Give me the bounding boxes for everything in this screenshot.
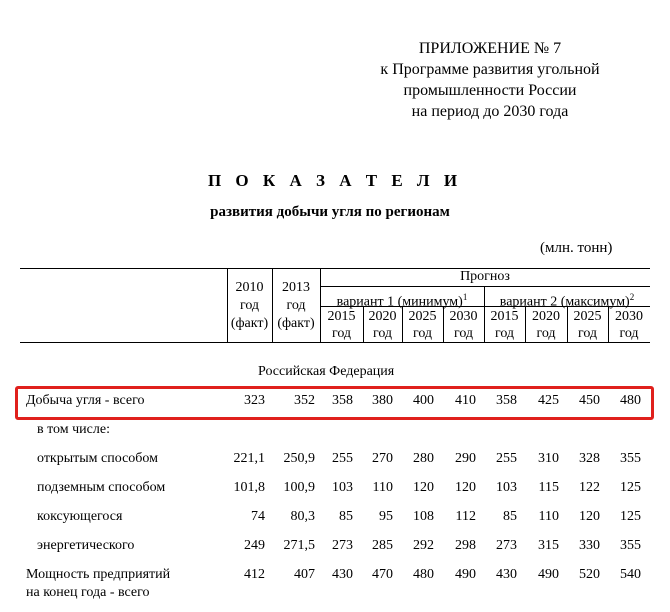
- table-cell: 470: [372, 567, 393, 582]
- document-subtitle: развития добычи угля по регионам: [210, 204, 450, 220]
- header-variant-2: вариант 2 (максимум)$^2$: [499, 292, 635, 310]
- table-cell: 290: [455, 451, 476, 466]
- table-cell: 355: [620, 538, 641, 553]
- table-cell: 358: [332, 393, 353, 408]
- table-cell: 355: [620, 451, 641, 466]
- table-cell: 249: [244, 538, 265, 553]
- table-cell: 480: [620, 393, 641, 408]
- table-cell: 255: [332, 451, 353, 466]
- header-forecast: Прогноз: [460, 269, 510, 284]
- appendix-line-1: ПРИЛОЖЕНИЕ № 7: [418, 40, 562, 57]
- table-cell: 120: [579, 509, 600, 524]
- appendix-line-3: промышленности России: [403, 82, 577, 99]
- row-label-including: в том числе:: [37, 422, 110, 437]
- row-label-capacity-1: Мощность предприятий: [26, 567, 171, 582]
- table-cell: 108: [413, 509, 434, 524]
- table-cell: 95: [379, 509, 393, 524]
- table-cell: 125: [620, 509, 641, 524]
- header-2010-god: год: [239, 298, 260, 313]
- appendix-line-4: на период до 2030 года: [411, 103, 569, 120]
- table-cell: 310: [538, 451, 559, 466]
- header-2010-year: 2010: [235, 280, 264, 295]
- header-2013-god: год: [286, 298, 306, 313]
- header-year: 2025: [573, 309, 602, 324]
- table-cell: 255: [496, 451, 517, 466]
- row-label-underground: подземным способом: [37, 480, 166, 495]
- table-cell: 410: [455, 393, 476, 408]
- table-cell: 273: [496, 538, 517, 553]
- header-year: 2030: [449, 309, 478, 324]
- header-2010-fact: (факт): [230, 316, 269, 331]
- table-cell: 103: [332, 480, 353, 495]
- table-cell: 412: [244, 567, 265, 582]
- header-year-god: год: [453, 326, 474, 341]
- row-label-capacity-2: на конец года - всего: [26, 585, 150, 600]
- table-cell: 323: [244, 393, 265, 408]
- row-label-energy: энергетического: [37, 538, 135, 553]
- header-2013-fact: (факт): [277, 316, 315, 331]
- table-cell: 125: [620, 480, 641, 495]
- table-cell: 450: [579, 393, 600, 408]
- table-cell: 74: [251, 509, 265, 524]
- table-cell: 298: [455, 538, 476, 553]
- table-cell: 315: [538, 538, 559, 553]
- table-cell: 285: [372, 538, 393, 553]
- header-year-god: год: [494, 326, 515, 341]
- row-label-total: Добыча угля - всего: [26, 393, 145, 408]
- table-cell: 328: [579, 451, 600, 466]
- table-cell: 270: [372, 451, 393, 466]
- table-cell: 520: [579, 567, 600, 582]
- header-year-god: год: [372, 326, 393, 341]
- header-year-god: год: [577, 326, 598, 341]
- table-cell: 103: [496, 480, 517, 495]
- table-cell: 352: [294, 393, 315, 408]
- forecast-rule: [320, 286, 650, 287]
- header-2013-year: 2013: [282, 280, 310, 295]
- row-label-open-pit: открытым способом: [37, 451, 159, 466]
- table-header-bottom-rule: [20, 342, 650, 343]
- table-cell: 400: [413, 393, 434, 408]
- table-cell: 425: [538, 393, 559, 408]
- header-year-god: год: [536, 326, 556, 341]
- table-cell: 100,9: [283, 480, 315, 495]
- document-title: П О К А З А Т Е Л И: [207, 171, 463, 190]
- row-label-coking: коксующегося: [37, 509, 123, 524]
- table-cell: 85: [339, 509, 353, 524]
- header-year-god: год: [619, 326, 639, 341]
- table-cell: 120: [413, 480, 434, 495]
- table-cell: 101,8: [233, 480, 265, 495]
- table-cell: 330: [579, 538, 600, 553]
- table-cell: 112: [455, 509, 476, 524]
- table-cell: 85: [503, 509, 517, 524]
- header-year: 2015: [490, 309, 519, 324]
- header-year: 2020: [368, 309, 397, 324]
- header-year: 2020: [532, 309, 560, 324]
- region-heading: Российская Федерация: [258, 364, 395, 379]
- header-variant-1: вариант 1 (минимум)$^1$: [336, 292, 468, 310]
- table-cell: 490: [538, 567, 559, 582]
- table-cell: 540: [620, 567, 641, 582]
- header-year-god: год: [412, 326, 433, 341]
- table-cell: 490: [455, 567, 476, 582]
- table-cell: 221,1: [233, 451, 265, 466]
- header-year: 2025: [408, 309, 437, 324]
- table-cell: 110: [538, 509, 559, 524]
- table-cell: 273: [332, 538, 353, 553]
- header-year-god: год: [331, 326, 352, 341]
- table-cell: 358: [496, 393, 517, 408]
- table-cell: 280: [413, 451, 434, 466]
- appendix-line-2: к Программе развития угольной: [380, 61, 600, 78]
- units-label: (млн. тонн): [540, 240, 613, 256]
- table-cell: 115: [538, 480, 559, 495]
- header-year: 2015: [327, 309, 356, 324]
- table-cell: 407: [294, 567, 315, 582]
- header-year: 2030: [615, 309, 643, 324]
- table-cell: 292: [413, 538, 434, 553]
- table-cell: 110: [372, 480, 393, 495]
- table-cell: 120: [455, 480, 476, 495]
- table-cell: 122: [579, 480, 600, 495]
- table-cell: 480: [413, 567, 434, 582]
- table-cell: 271,5: [283, 538, 315, 553]
- table-cell: 80,3: [290, 509, 315, 524]
- table-cell: 430: [332, 567, 353, 582]
- table-cell: 380: [372, 393, 393, 408]
- table-cell: 250,9: [283, 451, 315, 466]
- table-cell: 430: [496, 567, 517, 582]
